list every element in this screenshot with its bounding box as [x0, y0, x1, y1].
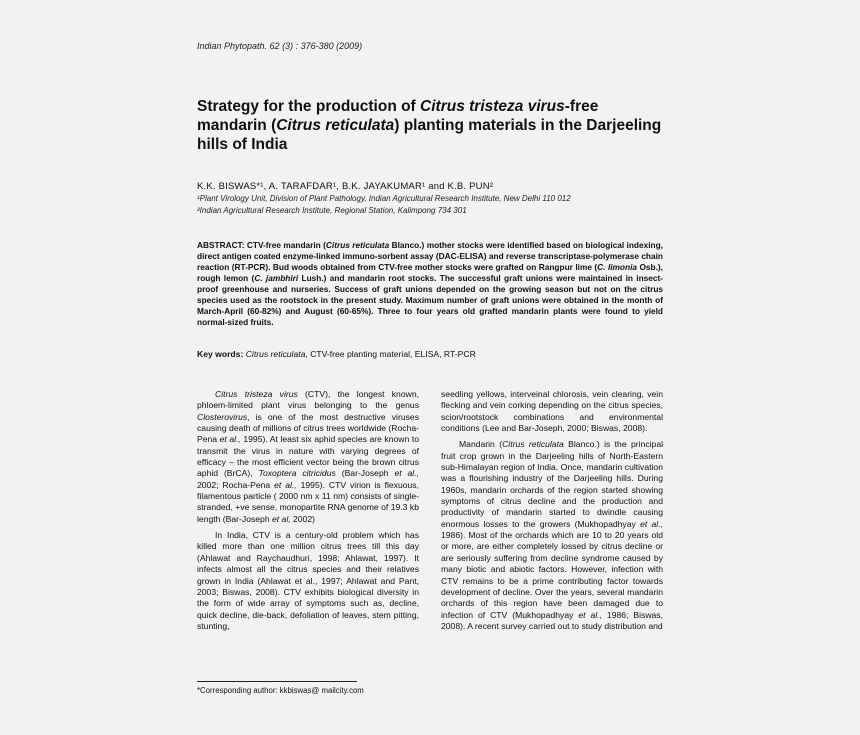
title-text: ) planting materials in the Darjeeling hills of India [197, 117, 662, 153]
title-text: -free mandarin ( [197, 98, 599, 134]
keywords-label: Key words: [197, 349, 244, 359]
body-text: Blanco.) is the principal fruit crop grown in the Darjeeling hills of North-Eastern sub-Himalayan region of India. Once, mandarin cultivation was a flourishing industry of the Darjeeling hills. During 1960s, mandarin orchards of the region started showing symptoms of citrus decline and the production and productivity of mandarin started to dwindle causing enormous losses to the growers (Mukhopadhyay [441, 439, 664, 529]
italic-text: Citrus tristeza virus [215, 389, 298, 399]
abstract-text: Blanco.) mother stocks were identified based on biological indexing, direct antigen coated enzyme-linked immuno-sorbent assay (DAC-ELISA) and reverse transcriptase-polymerase chain reaction (RT-PCR). Bud woods obtained from CTV-free mother stocks were grafted on Rangpur lime ( [197, 240, 663, 272]
italic-text: et al., [274, 479, 297, 490]
body-text: 2002; Rocha-Pena [197, 479, 275, 490]
title-italic: Citrus tristeza virus [420, 98, 565, 115]
title-text: Strategy for the production of [197, 98, 421, 115]
body-column-left [197, 389, 419, 632]
body-text: , is one of the most destructive viruses causing death of millions of citrus trees worldwide (Rocha-Pena [197, 411, 419, 445]
italic-text: Closterovirus [197, 411, 248, 422]
keywords-text: , CTV-free planting material, ELISA, RT-PCR [305, 349, 476, 359]
footnote: *Corresponding author: kkbiswas@ mailcity.com [197, 686, 364, 695]
abstract [197, 240, 663, 328]
body-column-right [441, 389, 663, 632]
abstract-italic: Citrus reticulata [325, 240, 390, 250]
body-text: (CTV), the longest known, phloem-limited plant virus belonging to the genus [197, 389, 419, 411]
keyword-italic: Citrus reticulata [245, 349, 306, 359]
abstract-label: ABSTRACT: [197, 240, 245, 250]
title-italic: Citrus reticulata [276, 117, 395, 134]
italic-text: et al, [272, 513, 291, 524]
journal-citation: Indian Phytopath. 62 (3) : 376-380 (2009) [197, 41, 363, 51]
body-text: 1986). Most of the orchards which are 10 to 20 years old or more, are either completely lossed by citrus decline or are seriously suffering from decline syndrome caused by many biotic and abiotic factors. However, infection with CTV remains to be a prime contributing factor towards development of decline. Over the years, several mandarin orchards of this region have been damaged due to infection of CTV (Mukhopadhyay [441, 530, 663, 620]
body-text: (Bar-Joseph [335, 468, 395, 479]
paper-title [197, 97, 667, 154]
abstract-text: CTV-free mandarin ( [244, 240, 326, 250]
body-text: 2002) [290, 513, 316, 524]
footnote-divider [197, 681, 357, 682]
abstract-text: Lush.) and mandarin root stocks. The successful graft unions were maintained in insect-proof greenhouse and nurseries. Success of graft unions depended on the growing season but not on the citrus species used as the rootstock in the present study. Maximum number of graft unions were obtained in the month of March-April (60-82%) and August (60-65%). Three to four years old grafted mandarin plants were found to yield normal-sized fruits. [197, 273, 664, 327]
keywords [197, 349, 476, 359]
paragraph [441, 439, 663, 632]
abstract-text: Osb.), rough lemon ( [197, 262, 663, 283]
italic-text: Toxoptera citricidus [258, 468, 336, 479]
italic-text: et al., [394, 468, 419, 479]
paragraph: seedling yellows, interveinal chlorosis, vein clearing, vein flecking and vein corking depending on the citrus species, scion/rootstock combinations and environmental conditions (Lee and Bar-Joseph, 2000; Biswas, 2008). [441, 389, 663, 434]
body-text: 1995). CTV virion is flexuous, filamentous particle ( 2000 nm x 11 nm) consists of single-stranded, +ve sense, monopartite RNA genome of 19.3 kb length (Bar-Joseph [197, 479, 419, 524]
abstract-italic: C. limonia [597, 262, 637, 272]
author-list: K.K. BISWAS*¹, A. TARAFDAR¹, B.K. JAYAKUMAR¹ and K.B. PUN² [197, 181, 494, 192]
paragraph: In India, CTV is a century-old problem which has killed more than one million citrus trees till this day (Ahlawat and Raychaudhuri, 1998; Ahlawat, 1997). It infects almost all the citrus species and their relatives grown in India (Ahlawat et al., 1997; Ahlawat and Pant, 2003; Biswas, 2008). CTV exhibits biological diversity in the form of wide array of symptoms such as, decline, quick decline, die-back, defoliation of leaves, stem pitting, stunting, [197, 530, 419, 631]
affiliation-2: ²Indian Agricultural Research Institute, Regional Station, Kalimpong 734 301 [197, 206, 467, 215]
italic-text: et al., [219, 434, 241, 445]
italic-text: Citrus reticulata [502, 439, 564, 450]
italic-text: et al., [640, 518, 663, 529]
paragraph [197, 389, 419, 525]
abstract-italic: C. jambhiri [254, 273, 299, 283]
body-text: 1995). At least six aphid species are known to transmit the virus in nature with varying degrees of efficacy – the most efficient vector being the brown citrus aphid (BrCA), [197, 434, 419, 479]
body-text: 1986; Biswas, 2008). A recent survey carried out to study distribution and [441, 609, 663, 631]
affiliation-1: ¹Plant Virology Unit, Division of Plant Pathology, Indian Agricultural Research Institute, New Delhi 110 012 [197, 194, 571, 203]
body-text: Mandarin ( [459, 439, 503, 450]
italic-text: et al., [578, 609, 602, 620]
